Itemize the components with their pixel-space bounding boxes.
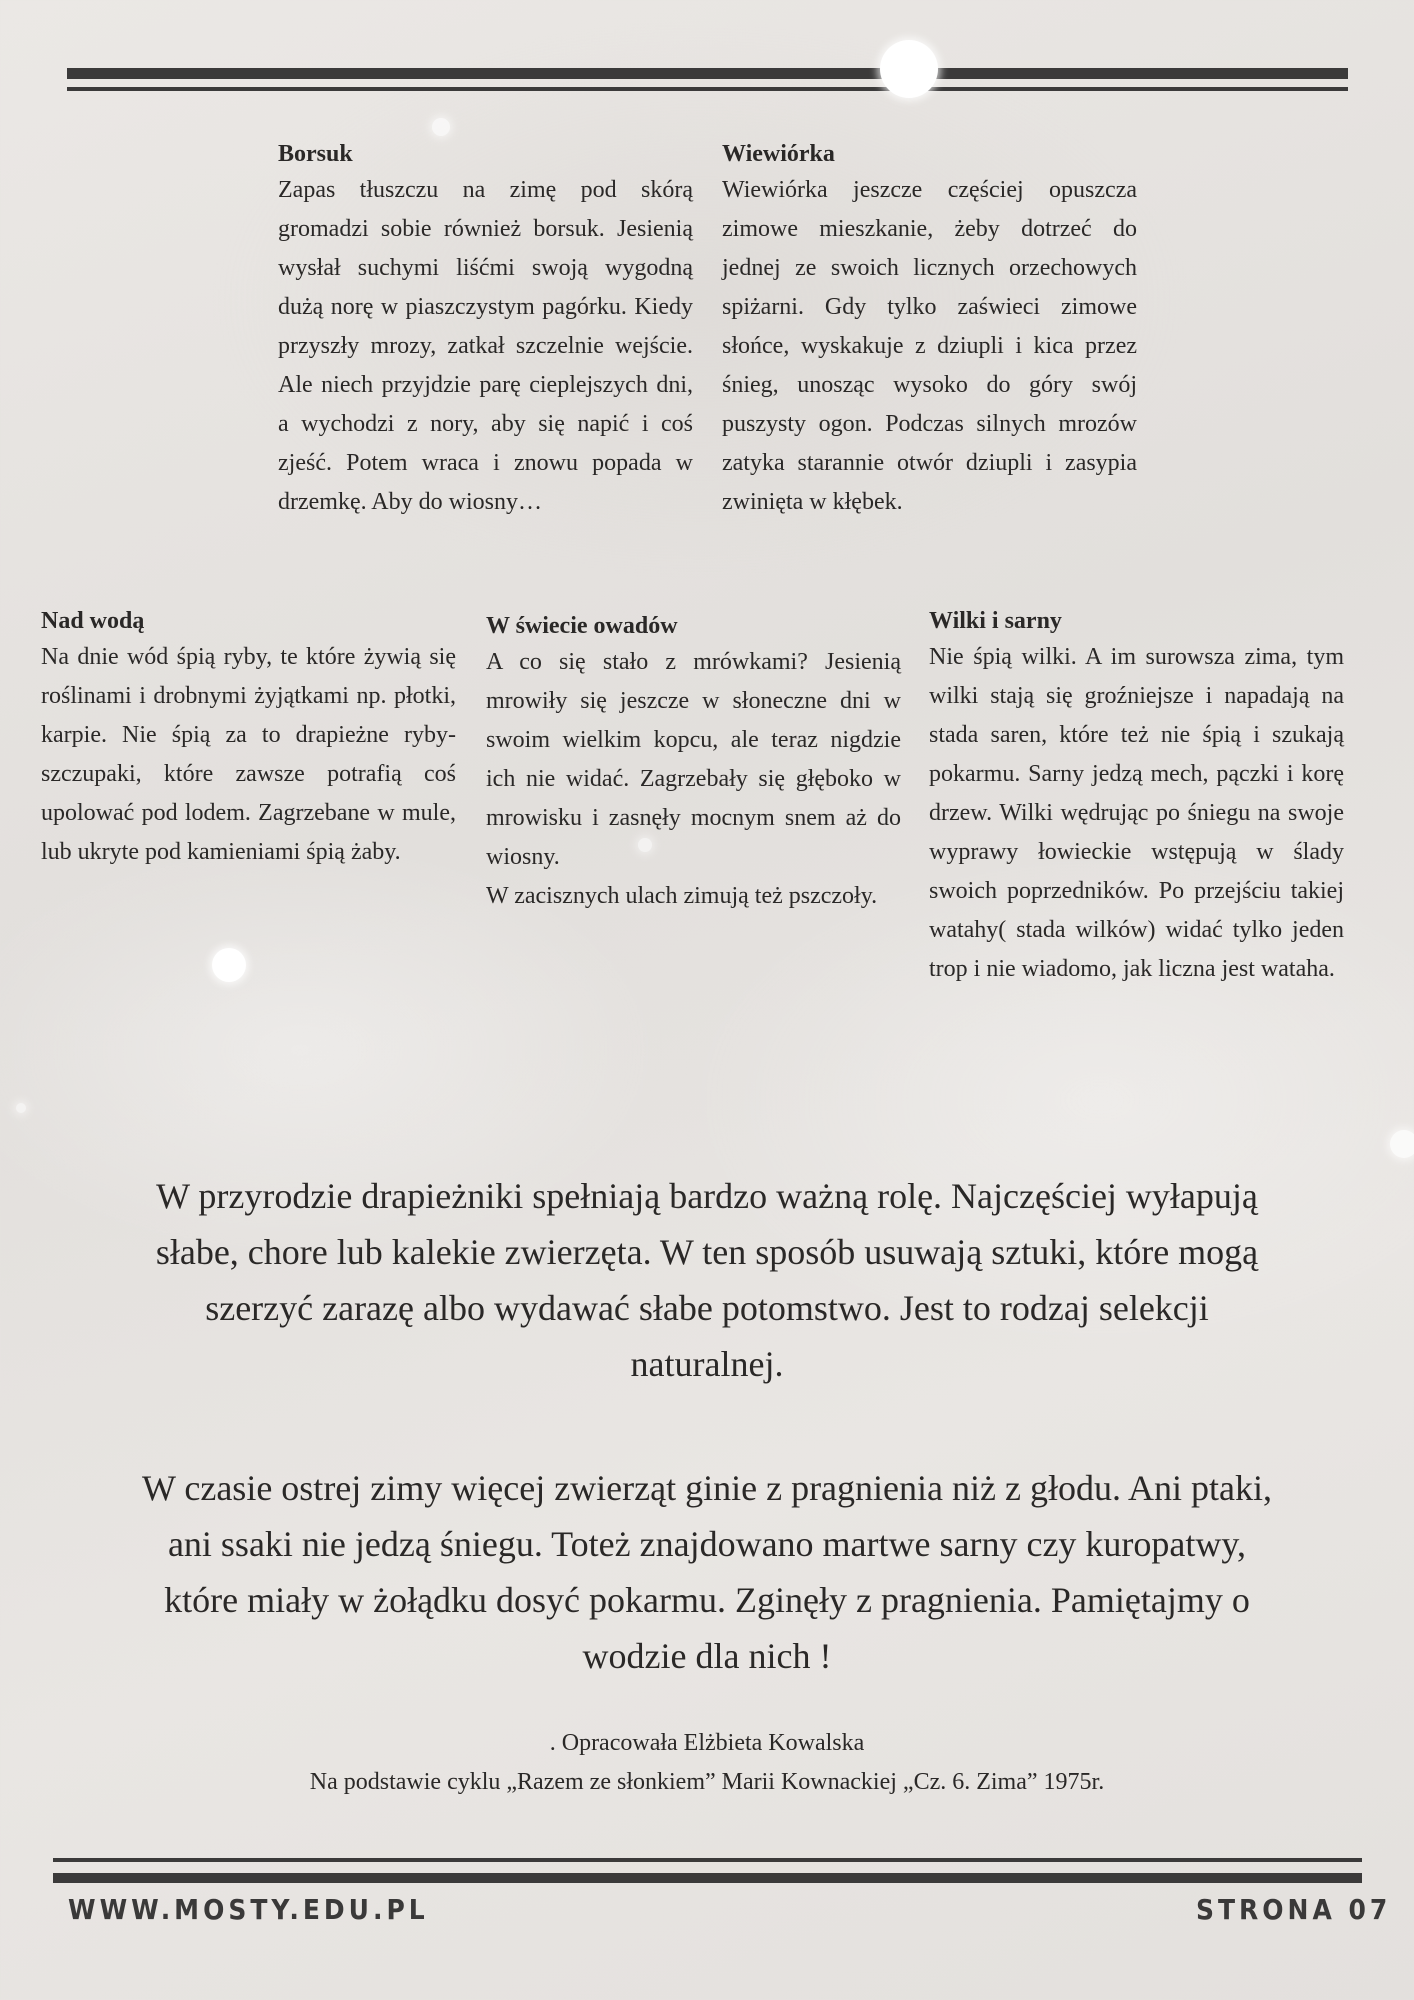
snow-dot — [432, 118, 450, 136]
section-title: Wilki i sarny — [929, 608, 1062, 634]
section-body-extra: W zacisznych ulach zimują też pszczoły. — [486, 883, 878, 909]
section-wiewiorka — [722, 137, 1137, 522]
snow-dot — [1390, 1130, 1414, 1158]
page-number: STRONA 07 — [1196, 1893, 1392, 1926]
snow-dot — [16, 1103, 26, 1113]
section-body: Nie śpią wilki. A im surowsza zima, tym wilki stają się groźniejsze i napadają na stada saren, które też nie śpią i szukają pokarmu. Sarny jedzą mech, pączki i korę drzew. Wilki wędrując po śniegu na swoje wyprawy łowieckie wstępują w ślady swoich poprzedników. Po przejściu takiej watahy( stada wilków) widać tylko jeden trop i nie wiadomo, jak liczna jest wataha. — [929, 644, 1344, 982]
section-title: Borsuk — [278, 141, 353, 167]
website-link[interactable]: WWW.MOSTY.EDU.PL — [68, 1893, 429, 1926]
snow-dot — [880, 40, 938, 98]
section-title: W świecie owadów — [486, 613, 678, 639]
closing-paragraph-predators: W przyrodzie drapieżniki spełniają bardzo ważną rolę. Najczęściej wyłapują słabe, chore lub kalekie zwierzęta. W ten sposób usuwają sztuki, które mogą szerzyć zarazę albo wydawać słabe potomstwo. Jest to rodzaj selekcji naturalnej. — [155, 1176, 1259, 1384]
section-owady — [486, 609, 901, 916]
closing-paragraph-water: W czasie ostrej zimy więcej zwierząt ginie z pragnienia niż z głodu. Ani ptaki, ani ssaki nie jedzą śniegu. Toteż znajdowano martwe sarny czy kuropatwy, które miały w żołądku dosyć pokarmu. Zginęły z pragnienia. Pamiętajmy o wodzie dla nich ! — [142, 1468, 1272, 1676]
section-body: Na dnie wód śpią ryby, te które żywią się roślinami i drobnymi żyjątkami np. płotki, karpie. Nie śpią za to drapieżne ryby- szczupaki, które zawsze potrafią coś upolować pod lodem. Zagrzebane w mule, lub ukryte pod kamieniami śpią żaby. — [41, 644, 456, 865]
section-nad-woda — [41, 604, 456, 872]
footer-rule-thin — [53, 1858, 1362, 1862]
header-rule-thick — [67, 68, 1348, 79]
section-wilki — [929, 604, 1344, 989]
section-borsuk — [278, 137, 693, 522]
credit-author: . Opracowała Elżbieta Kowalska — [549, 1730, 865, 1756]
snow-dot — [212, 948, 246, 982]
section-body: A co się stało z mrówkami? Jesienią mrowiły się jeszcze w słoneczne dni w swoim wielkim kopcu, ale teraz nigdzie ich nie widać. Zagrzebały się głęboko w mrowisku i zasnęły mocnym snem aż do wiosny. — [486, 649, 901, 870]
section-body: Wiewiórka jeszcze częściej opuszcza zimowe mieszkanie, żeby dotrzeć do jednej ze swoich licznych orzechowych spiżarni. Gdy tylko zaświeci zimowe słońce, wyskakuje z dziupli i kica przez śnieg, unosząc wysoko do góry swój puszysty ogon. Podczas silnych mrozów zatyka starannie otwór dziupli i zasypia zwinięta w kłębek. — [722, 177, 1137, 515]
credit-source: Na podstawie cyklu „Razem ze słonkiem” Marii Kownackiej „Cz. 6. Zima” 1975r. — [309, 1769, 1105, 1795]
section-body: Zapas tłuszczu na zimę pod skórą gromadzi sobie również borsuk. Jesienią wysłał suchymi liśćmi swoją wygodną dużą norę w piaszczystym pagórku. Kiedy przyszły mrozy, zatkał szczelnie wejście. Ale niech przyjdzie parę cieplejszych dni, a wychodzi z nory, aby się napić i coś zjeść. Potem wraca i znowu popada w drzemkę. Aby do wiosny… — [278, 177, 693, 515]
section-title: Wiewiórka — [722, 141, 835, 167]
header-rule-thin — [67, 87, 1348, 91]
footer-rule-thick — [53, 1873, 1362, 1883]
section-title: Nad wodą — [41, 608, 145, 634]
